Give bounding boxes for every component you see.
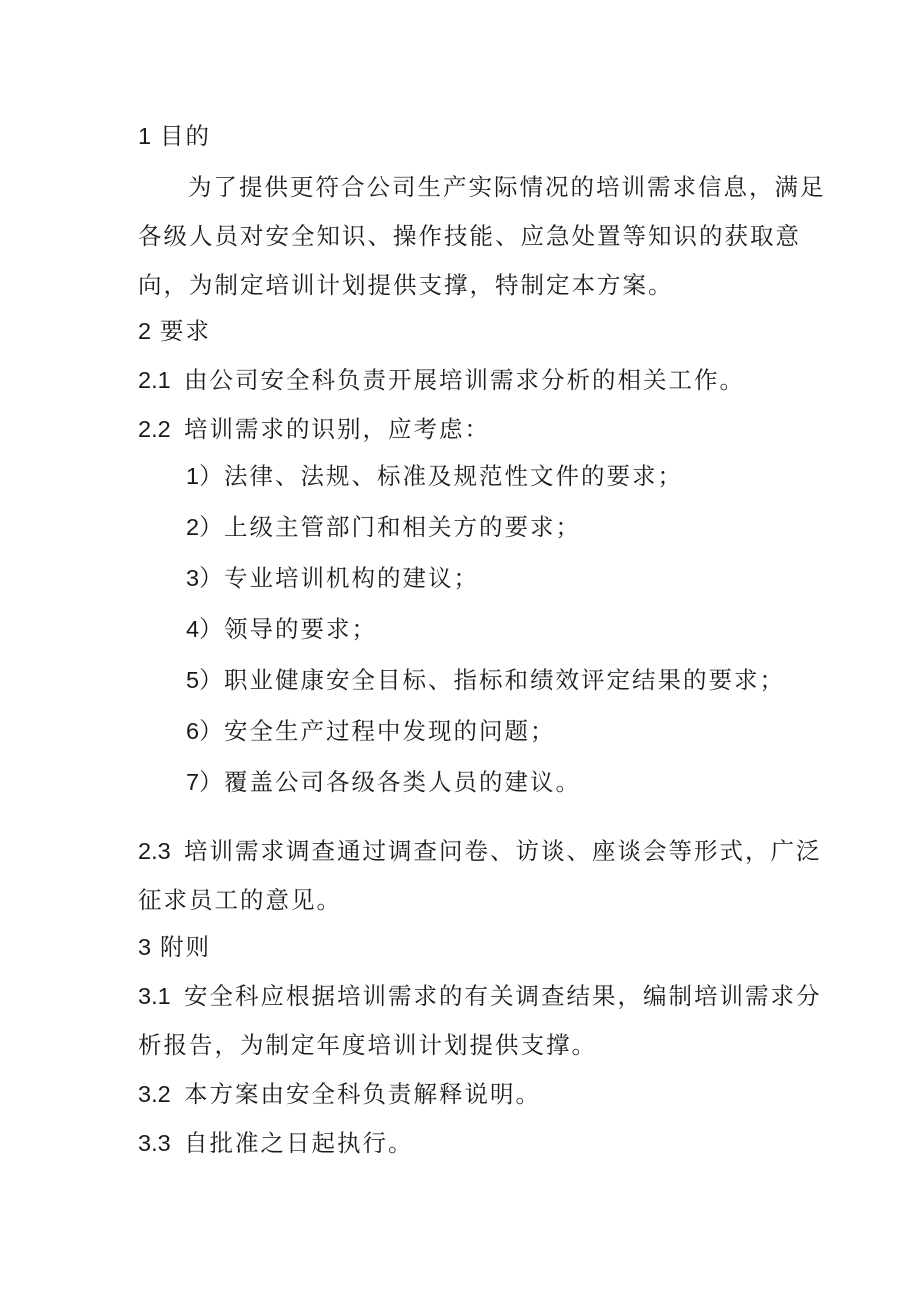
clause-number: 3.3 [138, 1130, 171, 1156]
section-number: 3 [138, 934, 152, 960]
list-item-number: 7） [186, 769, 223, 795]
list-item-text: 职业健康安全目标、指标和绩效评定结果的要求； [224, 666, 785, 694]
clause-number: 2.1 [138, 367, 171, 393]
list-item-number: 1） [186, 463, 223, 489]
clause-text: 安全科应根据培训需求的有关调查结果，编制培训需求分 [184, 982, 822, 1010]
clause-text: 自批准之日起执行。 [184, 1129, 414, 1157]
list-item [186, 614, 377, 644]
list-item [186, 767, 581, 797]
section-number: 2 [138, 318, 152, 344]
clause-2-3 [138, 836, 822, 866]
list-item-number: 5） [186, 667, 223, 693]
clause-number: 3.1 [138, 983, 171, 1009]
section-number: 1 [138, 123, 152, 149]
list-item [186, 512, 581, 542]
clause-continuation: 析报告，为制定年度培训计划提供支撑。 [138, 1031, 597, 1059]
list-item-text: 安全生产过程中发现的问题； [224, 717, 556, 745]
list-item-number: 4） [186, 616, 223, 642]
section-title: 目的 [160, 122, 211, 150]
clause-2-1 [138, 365, 745, 395]
list-item-text: 领导的要求； [224, 615, 377, 643]
section-title: 附则 [160, 933, 211, 961]
section-title: 要求 [160, 317, 211, 345]
list-item [186, 665, 785, 695]
section-3-heading [138, 932, 211, 962]
clause-continuation: 征求员工的意见。 [138, 886, 342, 914]
list-item [186, 716, 556, 746]
list-item-text: 法律、法规、标准及规范性文件的要求； [224, 462, 683, 490]
list-item [186, 461, 683, 491]
clause-text: 培训需求调查通过调查问卷、访谈、座谈会等形式，广泛 [184, 837, 822, 865]
section-2-heading [138, 316, 211, 346]
clause-3-3 [138, 1128, 414, 1158]
paragraph-line: 各级人员对安全知识、操作技能、应急处置等知识的获取意 [138, 222, 801, 250]
clause-number: 2.2 [138, 416, 171, 442]
clause-2-2 [138, 414, 490, 444]
clause-number: 2.3 [138, 838, 171, 864]
list-item-number: 2） [186, 514, 223, 540]
clause-text: 培训需求的识别，应考虑： [184, 415, 490, 443]
paragraph-line: 为了提供更符合公司生产实际情况的培训需求信息，满足 [188, 173, 826, 201]
list-item-text: 上级主管部门和相关方的要求； [224, 513, 581, 541]
paragraph-line: 向，为制定培训计划提供支撑，特制定本方案。 [138, 271, 674, 299]
list-item [186, 563, 479, 593]
clause-3-1 [138, 981, 822, 1011]
clause-text: 由公司安全科负责开展培训需求分析的相关工作。 [184, 366, 745, 394]
list-item-number: 3） [186, 565, 223, 591]
list-item-text: 覆盖公司各级各类人员的建议。 [224, 768, 581, 796]
list-item-text: 专业培训机构的建议； [224, 564, 479, 592]
clause-number: 3.2 [138, 1081, 171, 1107]
clause-text: 本方案由安全科负责解释说明。 [184, 1080, 541, 1108]
list-item-number: 6） [186, 718, 223, 744]
section-1-heading [138, 121, 211, 151]
clause-3-2 [138, 1079, 541, 1109]
